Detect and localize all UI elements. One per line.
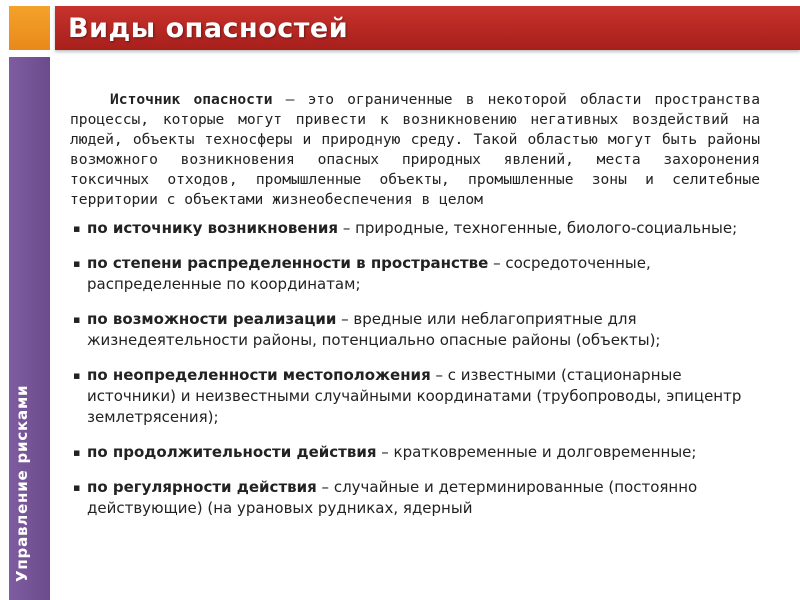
bullet-icon: ▪ (73, 369, 81, 382)
item-text: – случайные и детерминированные (постоянно действующие) (на урановых рудниках, ядерный (87, 478, 698, 517)
intro-paragraph (70, 90, 760, 210)
list-item (70, 253, 760, 295)
item-text: – природные, техногенные, биолого-социальные; (338, 219, 738, 237)
sidebar-label-text: Управление рисками (13, 384, 31, 582)
title-accent-square (9, 6, 50, 50)
list-item (70, 218, 760, 239)
item-term: по неопределенности местоположения (87, 366, 431, 384)
list-item (70, 365, 760, 428)
bullet-icon: ▪ (73, 257, 81, 270)
item-text: – кратковременные и долговременные; (376, 443, 697, 461)
item-text: – с известными (стационарные источники) и неизвестными случайными координатами (трубопроводы, эпицентр землетрясения); (87, 366, 742, 426)
bullet-icon: ▪ (73, 313, 81, 326)
bullet-icon: ▪ (73, 481, 81, 494)
title-bar (55, 6, 800, 50)
sidebar (9, 57, 50, 600)
slide-content (70, 90, 760, 533)
slide-title: Виды опасностей (68, 13, 349, 44)
list-item (70, 442, 760, 463)
bullet-icon: ▪ (73, 222, 81, 235)
item-text: – вредные или неблагоприятные для жизнедеятельности районы, потенциально опасные районы (объекты); (87, 310, 661, 349)
bullet-icon: ▪ (73, 446, 81, 459)
list-item (70, 477, 760, 519)
intro-text: – это ограниченные в некоторой области пространства процессы, которые могут привести к возникновению негативных воздействий на людей, объекты техносферы и природную среду. Такой областью могут быть районы возможного возникновения опасных природных явлений, места захоронения токсичных отходов, промышленные объекты, промышленные зоны и селитебные территории с объектами жизнеобеспечения в целом (70, 91, 760, 208)
item-term: по продолжительности действия (87, 443, 377, 461)
item-term: по степени распределенности в пространстве (87, 254, 489, 272)
item-term: по возможности реализации (87, 310, 337, 328)
item-term: по регулярности действия (87, 478, 317, 496)
intro-term: Источник опасности (110, 91, 273, 108)
classification-list (70, 218, 760, 519)
item-term: по источнику возникновения (87, 219, 339, 237)
list-item (70, 309, 760, 351)
item-text: – сосредоточенные, распределенные по координатам; (87, 254, 651, 293)
